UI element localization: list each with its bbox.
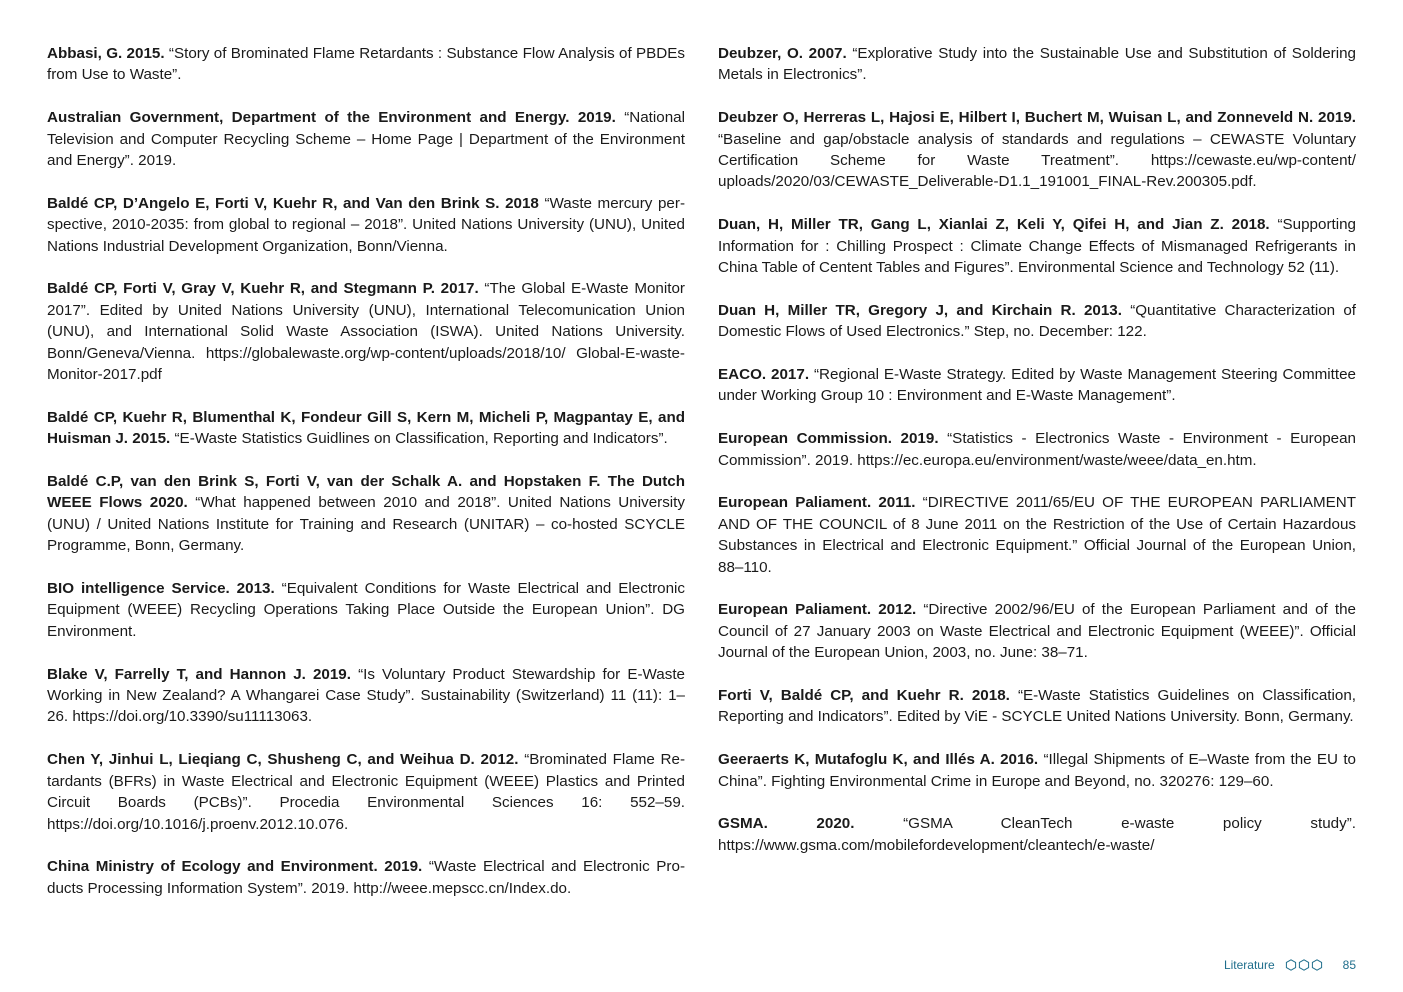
reference-author: Baldé CP, D’Angelo E, Forti V, Kuehr R, and Van den Brink S. 2018 <box>47 194 539 212</box>
reference-author: Australian Government, Department of the Environment and Energy. 2019. <box>47 109 616 127</box>
reference-entry <box>718 749 1356 792</box>
reference-entry <box>718 107 1356 193</box>
reference-author: Deubzer, O. 2007. <box>718 45 847 62</box>
reference-author: European Paliament. 2012. <box>718 601 917 619</box>
reference-text: “Equivalent Conditions for Waste Electrical and Electronic Equipment (WEEE) Recycling Operations Taking Place Outside the European Union”. DG Environment. <box>47 580 685 640</box>
reference-text: “Quantitative Characterization of Domestic Flows of Used Electronics.” Step, no. December: 122. <box>718 301 1356 341</box>
reference-author: Abbasi, G. 2015. <box>47 45 165 62</box>
reference-entry <box>718 599 1356 663</box>
reference-text: “Supporting Information for : Chilling Prospect : Climate Change Effects of Mismanaged Refrigerants in China Table of Centent Tables and Figures”. Environmental Science and Technology 52 (11). <box>718 216 1356 277</box>
reference-entry <box>47 749 685 835</box>
reference-author: Chen Y, Jinhui L, Lieqiang C, Shusheng C, and Weihua D. 2012. <box>47 751 519 769</box>
reference-entry <box>718 43 1356 86</box>
reference-text: “What happened between 2010 and 2018”. United Nations University (UNU) / United Nations Institute for Training and Research (UNITAR) – co-hosted SCYCLE Programme, Bonn, Germany. <box>47 494 685 555</box>
reference-author: China Ministry of Ecology and Environment. 2019. <box>47 858 423 876</box>
reference-entry <box>47 107 685 171</box>
reference-author: Baldé CP, Forti V, Gray V, Kuehr R, and Stegmann P. 2017. <box>47 280 479 298</box>
reference-entry <box>718 685 1356 728</box>
reference-entry <box>47 43 685 86</box>
footer-section-label: Literature <box>1223 958 1275 972</box>
reference-text: “Baseline and gap/obstacle analysis of standards and regulations – CEWASTE Voluntary Certification Scheme for Waste Treatment”. https://cewaste.eu/wp-content/ uploads/2020/03/CEWASTE_Deliverable-D1.1_191001_FINAL-Rev.200305.pdf. <box>718 130 1356 191</box>
page-footer <box>1224 958 1356 972</box>
reference-text: “Brominated Flame Retardants (BFRs) in Waste Electrical and Electronic Equipment (WEEE) Plastics and Printed Circuit Boards (PCBs)”. Procedia Environmental Sciences 16: 552–59. https://doi.org/10.1016/j.proenv.2012.10.076. <box>47 751 685 833</box>
reference-entry <box>718 364 1356 407</box>
reference-author: GSMA. 2020. <box>718 815 855 833</box>
reference-author: Duan H, Miller TR, Gregory J, and Kirchain R. 2013. <box>718 301 1122 319</box>
page-number: 85 <box>1342 958 1356 972</box>
reference-text: “Waste mercury perspective, 2010-2035: from global to regional – 2018”. United Nations University (UNU), United Nations Industrial Development Organization, Bonn/Vienna. <box>47 194 685 255</box>
reference-text: “Waste Electrical and Electronic Products Processing Information System”. 2019. http://weee.mepscc.cn/Index.do. <box>47 858 685 897</box>
reference-author: Baldé CP, Kuehr R, Blumenthal K, Fondeur Gill S, Kern M, Micheli P, Magpantay E, and Huisman J. 2015. <box>47 408 685 448</box>
hexagon-trio-icon <box>1285 959 1323 971</box>
reference-entry <box>47 856 685 899</box>
reference-author: Duan, H, Miller TR, Gang L, Xianlai Z, Keli Y, Qifei H, and Jian Z. 2018. <box>718 216 1270 234</box>
reference-entry <box>47 471 685 557</box>
reference-entry <box>47 193 685 257</box>
reference-author: Deubzer O, Herreras L, Hajosi E, Hilbert I, Buchert M, Wuisan L, and Zonneveld N. 2019. <box>718 109 1356 127</box>
reference-text: “Explorative Study into the Sustainable Use and Substitution of Soldering Metals in Electronics”. <box>718 45 1356 84</box>
reference-text: “DIRECTIVE 2011/65/EU OF THE EUROPEAN PARLIAMENT AND OF THE COUNCIL of 8 June 2011 on the Restriction of the Use of Certain Hazardous Substances in Electrical and Electronic Equipment.” Official Journal of the European Union, 88–110. <box>718 494 1356 576</box>
reference-author: European Paliament. 2011. <box>718 494 916 512</box>
reference-entry <box>718 214 1356 278</box>
reference-text: “E-Waste Statistics Guidelines on Classification, Reporting and Indicators”. Edited by ViE - SCYCLE United Nations University. Bonn, Germany. <box>718 687 1356 726</box>
left-reference-column <box>47 43 685 921</box>
reference-author: Geeraerts K, Mutafoglu K, and Illés A. 2016. <box>718 751 1039 769</box>
reference-text: “Story of Brominated Flame Retardants : Substance Flow Analysis of PBDEs from Use to Waste”. <box>47 45 685 84</box>
reference-text: “GSMA CleanTech e-waste policy study”. https://www.gsma.com/mobilefordevelopment/cleantech/e-waste/ <box>718 815 1356 854</box>
reference-text: “Directive 2002/96/EU of the European Parliament and of the Council of 27 January 2003 on Waste Electrical and Electronic Equipment (WEEE)”. Official Journal of the European Union, 2003, no. June: 38–71. <box>718 601 1356 662</box>
reference-author: BIO intelligence Service. 2013. <box>47 580 275 598</box>
reference-author: Forti V, Baldé CP, and Kuehr R. 2018. <box>718 687 1010 705</box>
reference-author: EACO. 2017. <box>718 366 810 384</box>
reference-text: “Statistics - Electronics Waste - Environment - European Commission”. 2019. https://ec.europa.eu/environment/waste/weee/data_en.htm. <box>718 430 1356 469</box>
reference-entry <box>47 664 685 728</box>
reference-text: “National Television and Computer Recycling Scheme – Home Page | Department of the Environment and Energy”. 2019. <box>47 109 685 170</box>
reference-entry <box>718 813 1356 856</box>
reference-author: Baldé C.P, van den Brink S, Forti V, van der Schalk A. and Hopstaken F. The Dutch WEEE Flows 2020. <box>47 473 685 512</box>
reference-text: “Is Voluntary Product Stewardship for E-Waste Working in New Zealand? A Whangarei Case Study”. Sustainability (Switzerland) 11 (11): 1–26. https://doi.org/10.3390/su11113063. <box>47 665 685 726</box>
reference-text: “Regional E-Waste Strategy. Edited by Waste Management Steering Committee under Working Group 10 : Environment and E-Waste Management”. <box>718 366 1356 405</box>
reference-entry <box>47 278 685 385</box>
reference-author: Blake V, Farrelly T, and Hannon J. 2019. <box>47 665 351 683</box>
reference-text: “E-Waste Statistics Guidlines on Classification, Reporting and Indicators”. <box>174 430 668 448</box>
reference-entry <box>47 578 685 642</box>
reference-entry <box>718 300 1356 343</box>
reference-entry <box>718 428 1356 471</box>
right-reference-column <box>718 43 1356 878</box>
reference-entry <box>47 407 685 450</box>
reference-entry <box>718 492 1356 578</box>
reference-author: European Commission. 2019. <box>718 430 939 448</box>
reference-text: “Illegal Shipments of E–Waste from the EU to China”. Fighting Environmental Crime in Europe and Beyond, no. 320276: 129–60. <box>718 751 1356 790</box>
reference-text: “The Global E-Waste Monitor 2017”. Edited by United Nations University (UNU), International Telecomunication Union (UNU), and International Solid Waste Association (ISWA). United Nations University. Bonn/Geneva/Vienna. https://globalewaste.org/wp-content/uploads/2018/10/ Global-E-waste-Monitor-2017.pdf <box>47 280 685 384</box>
